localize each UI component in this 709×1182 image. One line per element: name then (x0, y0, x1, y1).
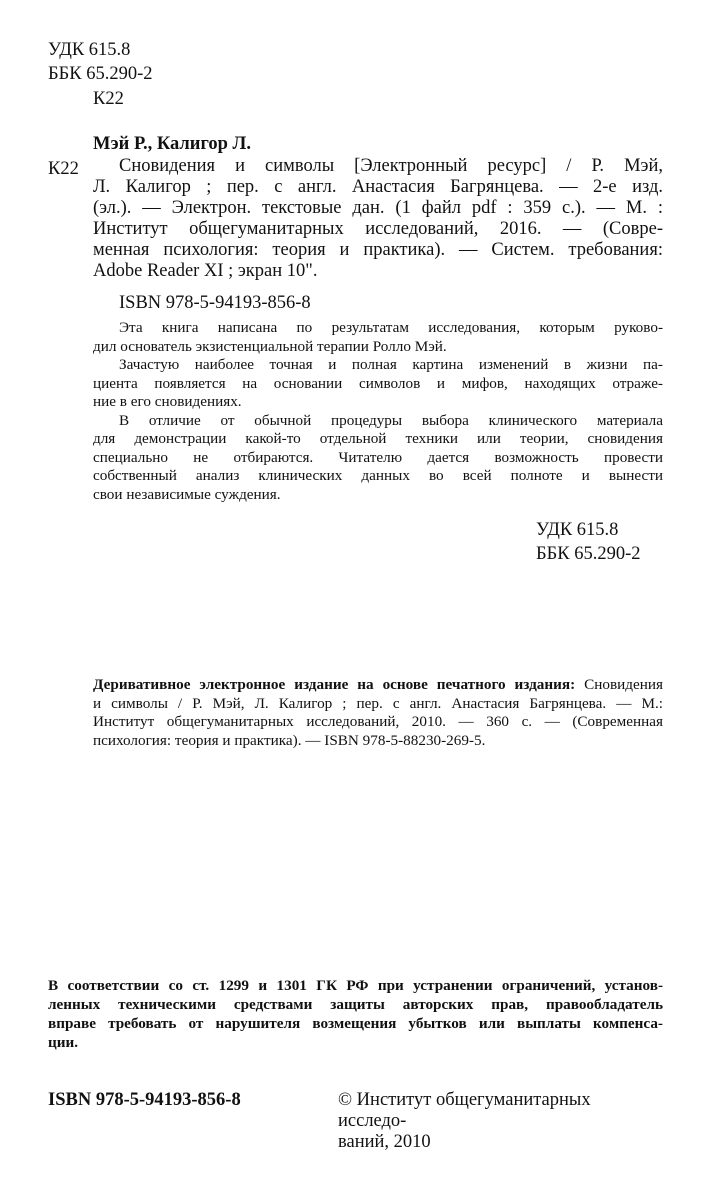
udk-code-bottom: УДК 615.8 (536, 520, 619, 540)
publisher-copyright (338, 1090, 663, 1153)
annotation-line: Эта книга написана по результатам исследования, которым руково- (119, 319, 663, 336)
bottom-isbn: ISBN 978-5-94193-856-8 (48, 1090, 241, 1110)
record-line: Сновидения и символы [Электронный ресурс] / Р. Мэй, (119, 156, 663, 176)
record-author-mark: К22 (48, 159, 79, 179)
record-line: Институт общегуманитарных исследований, 2016. — (Совре- (93, 219, 663, 239)
annotation-line: для демонстрации какой-то отдельной техники или теории, сновидения (93, 430, 663, 447)
notice-line: ции. (48, 1034, 79, 1051)
annotation-line: В отличие от обычной процедуры выбора клинического материала (119, 411, 663, 429)
record-authors: Мэй Р., Калигор Л. (93, 134, 251, 154)
record-isbn: ISBN 978-5-94193-856-8 (119, 293, 311, 313)
notice-line: ленных техническими средствами защиты авторских прав, правообладатель (48, 996, 663, 1013)
annotation-paragraph (93, 319, 663, 356)
annotation (93, 319, 663, 504)
record-line: (эл.). — Электрон. текстовые дан. (1 файл pdf : 359 с.). — М. : (93, 198, 663, 218)
annotation-line: свои независимые суждения. (93, 485, 281, 503)
derivative-line: и символы / Р. Мэй, Л. Калигор ; пер. с англ. Анастасия Багрянцева. — М.: (93, 694, 663, 712)
record-line: Adobe Reader XI ; экран 10". (93, 261, 318, 281)
udk-code-top: УДК 615.8 (48, 40, 131, 60)
copyright-line: ваний, 2010 (338, 1132, 431, 1152)
bbk-code-top: ББК 65.290-2 (48, 64, 153, 84)
copyright-legal-notice (48, 976, 663, 1052)
derivative-line: Институт общегуманитарных исследований, 2010. — 360 с. — (Современная (93, 713, 663, 730)
derivative-prefix: Деривативное электронное издание на основе печатного издания: (93, 676, 576, 693)
record-line: Л. Калигор ; пер. с англ. Анастасия Багрянцева. — 2-е изд. (93, 177, 663, 197)
annotation-line: циента появляется на основании символов и мифов, находящих отраже- (93, 374, 663, 392)
bbk-code-bottom: ББК 65.290-2 (536, 544, 641, 564)
author-mark-top: К22 (93, 89, 124, 109)
annotation-line: Зачастую наиболее точная и полная картина изменений в жизни па- (119, 356, 663, 373)
annotation-line: специально не отбираются. Читателю дается возможность провести (93, 448, 663, 466)
derivative-line: психология: теория и практика). — ISBN 978-5-88230-269-5. (93, 731, 486, 749)
derivative-title-start: Сновидения (575, 676, 663, 693)
record-line: менная психология: теория и практика). — Систем. требования: (93, 240, 663, 260)
annotation-line: ние в его сновидениях. (93, 393, 242, 410)
annotation-line: собственный анализ клинических данных во всей полноте и вынести (93, 467, 663, 484)
derivative-line (93, 676, 663, 695)
annotation-paragraph (93, 356, 663, 412)
derivative-edition-note (93, 676, 663, 750)
annotation-line: дил основатель экзистенциальной терапии Ролло Мэй. (93, 337, 447, 355)
copyright-line: © Институт общегуманитарных исследо- (338, 1090, 591, 1131)
notice-line: вправе требовать от нарушителя возмещения убытков или выплаты компенса- (48, 1015, 663, 1032)
annotation-paragraph (93, 412, 663, 505)
record-description (93, 156, 663, 282)
notice-line: В соответствии со ст. 1299 и 1301 ГК РФ при устранении ограничений, установ- (48, 977, 663, 994)
